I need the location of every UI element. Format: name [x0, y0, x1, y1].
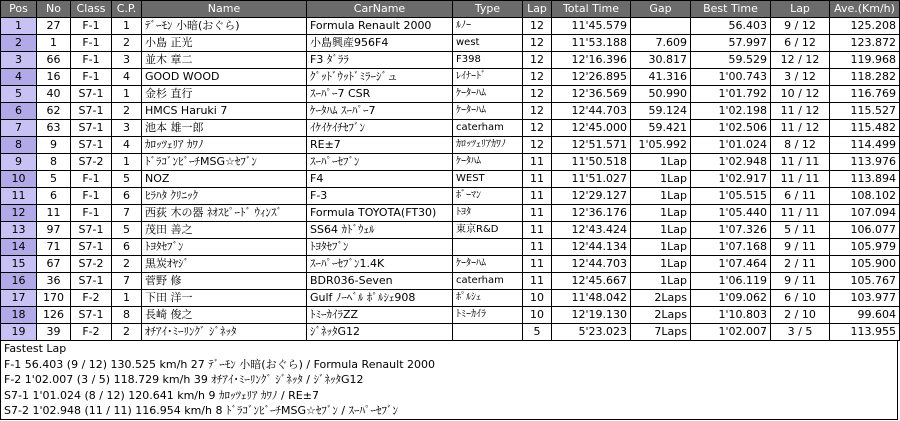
- cell-car-type: west: [453, 35, 523, 52]
- cell-class: F-1: [71, 171, 112, 188]
- col-header-best-time: Best Time: [691, 1, 771, 18]
- cell-best-lap: 9 / 11: [771, 239, 830, 256]
- results-body: [1, 18, 900, 341]
- cell-class: F-1: [71, 18, 112, 35]
- cell-best-lap: 9 / 12: [771, 18, 830, 35]
- cell-pos: 4: [1, 69, 37, 86]
- cell-car-type: ﾙﾉｰ: [453, 18, 523, 35]
- table-row: [1, 256, 900, 273]
- cell-cp: 6: [112, 239, 142, 256]
- cell-car-type: ﾎﾞｰﾏﾝ: [453, 188, 523, 205]
- cell-average-speed: 118.282: [830, 69, 900, 86]
- cell-pos: 17: [1, 290, 37, 307]
- cell-no: 1: [37, 35, 71, 52]
- cell-total-time: 12'36.569: [552, 86, 631, 103]
- cell-class: S7-1: [71, 103, 112, 120]
- cell-pos: 12: [1, 205, 37, 222]
- cell-class: S7-1: [71, 239, 112, 256]
- cell-driver-name: 並木 章二: [142, 52, 307, 69]
- cell-laps: 12: [523, 120, 552, 137]
- cell-best-time: 1'05.440: [691, 205, 771, 222]
- cell-gap: 1Lap: [631, 188, 691, 205]
- cell-best-lap: 11 / 11: [771, 171, 830, 188]
- cell-laps: 12: [523, 18, 552, 35]
- fastest-lap-line: F-1 56.403 (9 / 12) 130.525 km/h 27 ﾃﾞｰﾓﾝ 小暗(おぐら) / Formula Renault 2000: [4, 357, 436, 371]
- cell-pos: 8: [1, 137, 37, 154]
- table-row: [1, 69, 900, 86]
- cell-best-time: 1'02.007: [691, 324, 771, 341]
- cell-average-speed: 125.208: [830, 18, 900, 35]
- cell-gap: 1Lap: [631, 171, 691, 188]
- cell-car-type: ﾄﾐｰｶｲﾗ: [453, 307, 523, 324]
- cell-pos: 14: [1, 239, 37, 256]
- cell-best-lap: 6 / 11: [771, 188, 830, 205]
- cell-cp: 1: [112, 154, 142, 171]
- cell-cp: 5: [112, 222, 142, 239]
- cell-best-time: 59.529: [691, 52, 771, 69]
- col-header-best-lap: Lap: [771, 1, 830, 18]
- cell-best-time: 1'09.062: [691, 290, 771, 307]
- cell-car-type: ｹｰﾀｰﾊﾑ: [453, 103, 523, 120]
- cell-car-name: 小島興産956F4: [307, 35, 453, 52]
- table-row: [1, 307, 900, 324]
- col-header-no: No: [37, 1, 71, 18]
- cell-pos: 19: [1, 324, 37, 341]
- cell-total-time: 11'53.188: [552, 35, 631, 52]
- cell-best-lap: 11 / 12: [771, 120, 830, 137]
- table-row: [1, 290, 900, 307]
- cell-no: 39: [37, 324, 71, 341]
- cell-driver-name: ﾄﾖﾀｾﾌﾞﾝ: [142, 239, 307, 256]
- cell-class: F-1: [71, 69, 112, 86]
- cell-gap: 2Laps: [631, 307, 691, 324]
- cell-laps: 10: [523, 307, 552, 324]
- cell-laps: 11: [523, 256, 552, 273]
- cell-driver-name: GOOD WOOD: [142, 69, 307, 86]
- cell-average-speed: 113.894: [830, 171, 900, 188]
- cell-best-lap: 10 / 12: [771, 86, 830, 103]
- cell-gap: 7.609: [631, 35, 691, 52]
- cell-driver-name: 池本 雄一郎: [142, 120, 307, 137]
- cell-gap: 59.421: [631, 120, 691, 137]
- cell-laps: 11: [523, 273, 552, 290]
- cell-laps: 12: [523, 35, 552, 52]
- cell-cp: 3: [112, 120, 142, 137]
- cell-pos: 16: [1, 273, 37, 290]
- cell-cp: 4: [112, 69, 142, 86]
- cell-no: 63: [37, 120, 71, 137]
- cell-pos: 1: [1, 18, 37, 35]
- cell-driver-name: ｵﾁｱｲ･ﾐｰﾘﾝｸﾞ ｼﾞﾈｯﾀ: [142, 324, 307, 341]
- cell-best-lap: 11 / 11: [771, 154, 830, 171]
- cell-class: S7-1: [71, 273, 112, 290]
- cell-car-type: ｹｰﾀﾊﾑ: [453, 154, 523, 171]
- cell-gap: 1Lap: [631, 256, 691, 273]
- cell-total-time: 12'19.130: [552, 307, 631, 324]
- fastest-lap-title: Fastest Lap: [4, 342, 67, 355]
- cell-gap: 7Laps: [631, 324, 691, 341]
- cell-car-type: ﾚｲﾅｰﾄﾞ: [453, 69, 523, 86]
- cell-no: 8: [37, 154, 71, 171]
- cell-gap: 59.124: [631, 103, 691, 120]
- cell-no: 36: [37, 273, 71, 290]
- cell-total-time: 12'29.127: [552, 188, 631, 205]
- col-header-carname: CarName: [307, 1, 453, 18]
- cell-total-time: 11'45.579: [552, 18, 631, 35]
- cell-driver-name: 小島 正光: [142, 35, 307, 52]
- cell-pos: 10: [1, 171, 37, 188]
- cell-best-time: 1'10.803: [691, 307, 771, 324]
- cell-best-lap: 2 / 10: [771, 307, 830, 324]
- cell-gap: 2Laps: [631, 290, 691, 307]
- cell-car-name: SS64 ｶﾄﾞｳｪﾙ: [307, 222, 453, 239]
- cell-laps: 10: [523, 290, 552, 307]
- cell-total-time: 12'43.424: [552, 222, 631, 239]
- cell-car-type: caterham: [453, 120, 523, 137]
- cell-best-time: 1'02.506: [691, 120, 771, 137]
- col-header-cp: C.P.: [112, 1, 142, 18]
- table-row: [1, 103, 900, 120]
- cell-average-speed: 115.482: [830, 120, 900, 137]
- table-row: [1, 35, 900, 52]
- cell-car-name: Gulf ﾉｰﾍﾞﾙ ﾎﾟﾙｼｪ908: [307, 290, 453, 307]
- cell-best-lap: 3 / 5: [771, 324, 830, 341]
- cell-laps: 11: [523, 222, 552, 239]
- fastest-lap-section: [0, 340, 898, 420]
- header-row: [1, 1, 900, 18]
- cell-car-name: ｹｰﾀﾊﾑ ｽｰﾊﾟｰ7: [307, 103, 453, 120]
- cell-total-time: 11'48.042: [552, 290, 631, 307]
- cell-cp: 4: [112, 137, 142, 154]
- cell-cp: 7: [112, 273, 142, 290]
- cell-driver-name: 菅野 修: [142, 273, 307, 290]
- cell-cp: 7: [112, 205, 142, 222]
- cell-total-time: 12'45.000: [552, 120, 631, 137]
- cell-no: 16: [37, 69, 71, 86]
- cell-laps: 11: [523, 171, 552, 188]
- cell-driver-name: ｶﾛｯﾂｪﾘｱ ｶﾜﾉ: [142, 137, 307, 154]
- cell-no: 66: [37, 52, 71, 69]
- cell-best-lap: 11 / 12: [771, 103, 830, 120]
- cell-average-speed: 108.102: [830, 188, 900, 205]
- cell-car-name: ｼﾞﾈｯﾀG12: [307, 324, 453, 341]
- cell-best-lap: 6 / 12: [771, 35, 830, 52]
- cell-no: 9: [37, 137, 71, 154]
- cell-total-time: 12'51.571: [552, 137, 631, 154]
- cell-pos: 3: [1, 52, 37, 69]
- cell-best-lap: 9 / 11: [771, 273, 830, 290]
- cell-car-name: ﾄﾖﾀｾﾌﾞﾝ: [307, 239, 453, 256]
- cell-class: S7-2: [71, 256, 112, 273]
- cell-class: F-2: [71, 290, 112, 307]
- cell-cp: 3: [112, 52, 142, 69]
- table-row: [1, 137, 900, 154]
- cell-car-name: BDR036-Seven: [307, 273, 453, 290]
- cell-car-type: WEST: [453, 171, 523, 188]
- col-header-type: Type: [453, 1, 523, 18]
- cell-car-type: ｹｰﾀｰﾊﾑ: [453, 256, 523, 273]
- cell-laps: 12: [523, 69, 552, 86]
- cell-cp: 1: [112, 290, 142, 307]
- fastest-lap-line: F-2 1'02.007 (3 / 5) 118.729 km/h 39 ｵﾁｱｲ･ﾐｰﾘﾝｸﾞ ｼﾞﾈｯﾀ / ｼﾞﾈｯﾀG12: [4, 373, 364, 387]
- cell-car-name: F-3: [307, 188, 453, 205]
- cell-best-lap: 12 / 12: [771, 52, 830, 69]
- cell-cp: 8: [112, 307, 142, 324]
- table-row: [1, 222, 900, 239]
- fastest-lap-line: S7-2 1'02.948 (11 / 11) 116.954 km/h 8 ﾄﾞﾗｺﾞﾝﾋﾞｰﾁMSG☆ｾﾌﾞﾝ / ｽｰﾊﾟｰｾﾌﾞﾝ: [4, 404, 399, 418]
- cell-best-time: 1'05.515: [691, 188, 771, 205]
- cell-class: S7-1: [71, 120, 112, 137]
- cell-best-time: 1'01.792: [691, 86, 771, 103]
- table-row: [1, 273, 900, 290]
- cell-gap: 1Lap: [631, 273, 691, 290]
- col-header-pos: Pos: [1, 1, 37, 18]
- cell-pos: 18: [1, 307, 37, 324]
- cell-cp: 5: [112, 171, 142, 188]
- cell-car-name: ｸﾞｯﾄﾞｳｯﾄﾞﾐﾗｰｼﾞュ: [307, 69, 453, 86]
- cell-no: 62: [37, 103, 71, 120]
- cell-gap: 1Lap: [631, 205, 691, 222]
- col-header-name: Name: [142, 1, 307, 18]
- cell-average-speed: 103.977: [830, 290, 900, 307]
- cell-driver-name: NOZ: [142, 171, 307, 188]
- cell-average-speed: 115.527: [830, 103, 900, 120]
- cell-car-type: ｶﾛｯﾂｪﾘｱｶﾜﾉ: [453, 137, 523, 154]
- cell-no: 40: [37, 86, 71, 103]
- cell-cp: 2: [112, 35, 142, 52]
- cell-class: F-1: [71, 35, 112, 52]
- cell-car-name: ｽｰﾊﾟｰ7 CSR: [307, 86, 453, 103]
- cell-best-time: 1'01.024: [691, 137, 771, 154]
- cell-cp: 1: [112, 86, 142, 103]
- cell-total-time: 12'44.703: [552, 103, 631, 120]
- cell-average-speed: 106.077: [830, 222, 900, 239]
- cell-driver-name: 黒炭ｵﾔｼﾞ: [142, 256, 307, 273]
- table-row: [1, 324, 900, 341]
- cell-car-name: Formula TOYOTA(FT30): [307, 205, 453, 222]
- cell-driver-name: HMCS Haruki 7: [142, 103, 307, 120]
- cell-average-speed: 105.900: [830, 256, 900, 273]
- col-header-gap: Gap: [631, 1, 691, 18]
- cell-best-time: 1'06.119: [691, 273, 771, 290]
- cell-pos: 2: [1, 35, 37, 52]
- cell-no: 67: [37, 256, 71, 273]
- cell-car-name: F3 ﾀﾞﾗﾗ: [307, 52, 453, 69]
- cell-gap: 50.990: [631, 86, 691, 103]
- cell-class: F-1: [71, 205, 112, 222]
- cell-car-type: 東京R&D: [453, 222, 523, 239]
- cell-best-lap: 6 / 10: [771, 290, 830, 307]
- cell-best-lap: 2 / 11: [771, 256, 830, 273]
- cell-no: 97: [37, 222, 71, 239]
- cell-driver-name: 西荻 木の器 ﾈｵｽﾋﾟｰﾄﾞ ｳｨﾝｽﾞ: [142, 205, 307, 222]
- cell-best-time: 1'02.198: [691, 103, 771, 120]
- cell-pos: 15: [1, 256, 37, 273]
- cell-driver-name: ﾄﾞﾗｺﾞﾝﾋﾞｰﾁMSG☆ｾﾌﾞﾝ: [142, 154, 307, 171]
- cell-car-name: ｽｰﾊﾟｰｾﾌﾞﾝ: [307, 154, 453, 171]
- cell-laps: 12: [523, 52, 552, 69]
- cell-car-name: F4: [307, 171, 453, 188]
- table-row: [1, 205, 900, 222]
- cell-driver-name: 長崎 俊之: [142, 307, 307, 324]
- cell-pos: 5: [1, 86, 37, 103]
- cell-average-speed: 113.955: [830, 324, 900, 341]
- fastest-lap-line: S7-1 1'01.024 (8 / 12) 120.641 km/h 9 ｶﾛｯﾂｪﾘｱ ｶﾜﾉ / RE±7: [4, 388, 319, 402]
- cell-car-name: RE±7: [307, 137, 453, 154]
- cell-laps: 11: [523, 154, 552, 171]
- cell-no: 71: [37, 239, 71, 256]
- table-row: [1, 120, 900, 137]
- cell-no: 6: [37, 188, 71, 205]
- cell-class: S7-2: [71, 154, 112, 171]
- cell-gap: 41.316: [631, 69, 691, 86]
- cell-total-time: 12'16.396: [552, 52, 631, 69]
- cell-gap: 1'05.992: [631, 137, 691, 154]
- cell-driver-name: 下田 洋一: [142, 290, 307, 307]
- cell-total-time: 12'45.667: [552, 273, 631, 290]
- cell-best-time: 1'07.326: [691, 222, 771, 239]
- table-row: [1, 52, 900, 69]
- cell-class: S7-1: [71, 307, 112, 324]
- cell-car-type: ｹｰﾀｰﾊﾑ: [453, 86, 523, 103]
- cell-average-speed: 113.976: [830, 154, 900, 171]
- cell-average-speed: 114.499: [830, 137, 900, 154]
- cell-cp: 6: [112, 188, 142, 205]
- table-row: [1, 239, 900, 256]
- cell-car-type: F398: [453, 52, 523, 69]
- col-header-lap: Lap: [523, 1, 552, 18]
- cell-car-name: Formula Renault 2000: [307, 18, 453, 35]
- cell-pos: 7: [1, 120, 37, 137]
- cell-driver-name: 金杉 直行: [142, 86, 307, 103]
- cell-class: F-1: [71, 52, 112, 69]
- cell-gap: 1Lap: [631, 154, 691, 171]
- cell-best-lap: 5 / 11: [771, 222, 830, 239]
- cell-no: 170: [37, 290, 71, 307]
- cell-total-time: 12'44.703: [552, 256, 631, 273]
- cell-gap: 1Lap: [631, 239, 691, 256]
- cell-pos: 11: [1, 188, 37, 205]
- cell-average-speed: 119.968: [830, 52, 900, 69]
- cell-pos: 6: [1, 103, 37, 120]
- cell-total-time: 12'26.895: [552, 69, 631, 86]
- cell-no: 11: [37, 205, 71, 222]
- cell-laps: 12: [523, 137, 552, 154]
- cell-driver-name: ﾋﾗﾊﾀ ｸﾘﾆｯｸ: [142, 188, 307, 205]
- cell-laps: 11: [523, 188, 552, 205]
- cell-no: 126: [37, 307, 71, 324]
- table-row: [1, 18, 900, 35]
- cell-total-time: 11'50.518: [552, 154, 631, 171]
- cell-car-type: [453, 324, 523, 341]
- cell-total-time: 12'44.134: [552, 239, 631, 256]
- cell-cp: 1: [112, 18, 142, 35]
- cell-best-time: 1'02.917: [691, 171, 771, 188]
- cell-class: F-1: [71, 188, 112, 205]
- cell-average-speed: 123.872: [830, 35, 900, 52]
- cell-best-time: 1'07.168: [691, 239, 771, 256]
- col-header-class: Class: [71, 1, 112, 18]
- cell-best-time: 56.403: [691, 18, 771, 35]
- cell-laps: 12: [523, 86, 552, 103]
- cell-cp: 2: [112, 324, 142, 341]
- cell-class: S7-1: [71, 86, 112, 103]
- cell-car-name: ｽｰﾊﾟｰｾﾌﾞﾝ1.4K: [307, 256, 453, 273]
- cell-car-type: [453, 239, 523, 256]
- cell-driver-name: ﾃﾞｰﾓﾝ 小暗(おぐら): [142, 18, 307, 35]
- table-row: [1, 86, 900, 103]
- cell-best-time: 1'02.948: [691, 154, 771, 171]
- cell-class: F-2: [71, 324, 112, 341]
- cell-total-time: 11'51.027: [552, 171, 631, 188]
- cell-average-speed: 105.767: [830, 273, 900, 290]
- table-row: [1, 171, 900, 188]
- col-header-average: Ave.(Km/h): [830, 1, 900, 18]
- cell-best-time: 1'07.464: [691, 256, 771, 273]
- cell-best-time: 57.997: [691, 35, 771, 52]
- cell-cp: 2: [112, 256, 142, 273]
- cell-no: 27: [37, 18, 71, 35]
- cell-gap: 30.817: [631, 52, 691, 69]
- cell-average-speed: 105.979: [830, 239, 900, 256]
- cell-best-lap: 3 / 12: [771, 69, 830, 86]
- cell-car-type: ﾎﾟﾙｼｪ: [453, 290, 523, 307]
- cell-total-time: 5'23.023: [552, 324, 631, 341]
- cell-laps: 11: [523, 205, 552, 222]
- cell-laps: 5: [523, 324, 552, 341]
- cell-car-type: caterham: [453, 273, 523, 290]
- cell-laps: 12: [523, 103, 552, 120]
- cell-driver-name: 茂田 善之: [142, 222, 307, 239]
- cell-total-time: 12'36.176: [552, 205, 631, 222]
- cell-cp: 2: [112, 103, 142, 120]
- table-row: [1, 154, 900, 171]
- cell-pos: 13: [1, 222, 37, 239]
- cell-average-speed: 116.769: [830, 86, 900, 103]
- cell-no: 5: [37, 171, 71, 188]
- cell-pos: 9: [1, 154, 37, 171]
- table-row: [1, 188, 900, 205]
- cell-class: S7-1: [71, 222, 112, 239]
- cell-car-name: ｲｹｲｹｲﾁｾﾌﾞﾝ: [307, 120, 453, 137]
- cell-gap: [631, 18, 691, 35]
- col-header-total-time: Total Time: [552, 1, 631, 18]
- cell-average-speed: 99.604: [830, 307, 900, 324]
- cell-best-time: 1'00.743: [691, 69, 771, 86]
- cell-average-speed: 107.094: [830, 205, 900, 222]
- cell-best-lap: 8 / 12: [771, 137, 830, 154]
- cell-gap: 1Lap: [631, 222, 691, 239]
- cell-car-type: ﾄﾖﾀ: [453, 205, 523, 222]
- cell-best-lap: 11 / 11: [771, 205, 830, 222]
- cell-laps: 11: [523, 239, 552, 256]
- cell-class: S7-1: [71, 137, 112, 154]
- cell-car-name: ﾄﾐｰｶｲﾗZZ: [307, 307, 453, 324]
